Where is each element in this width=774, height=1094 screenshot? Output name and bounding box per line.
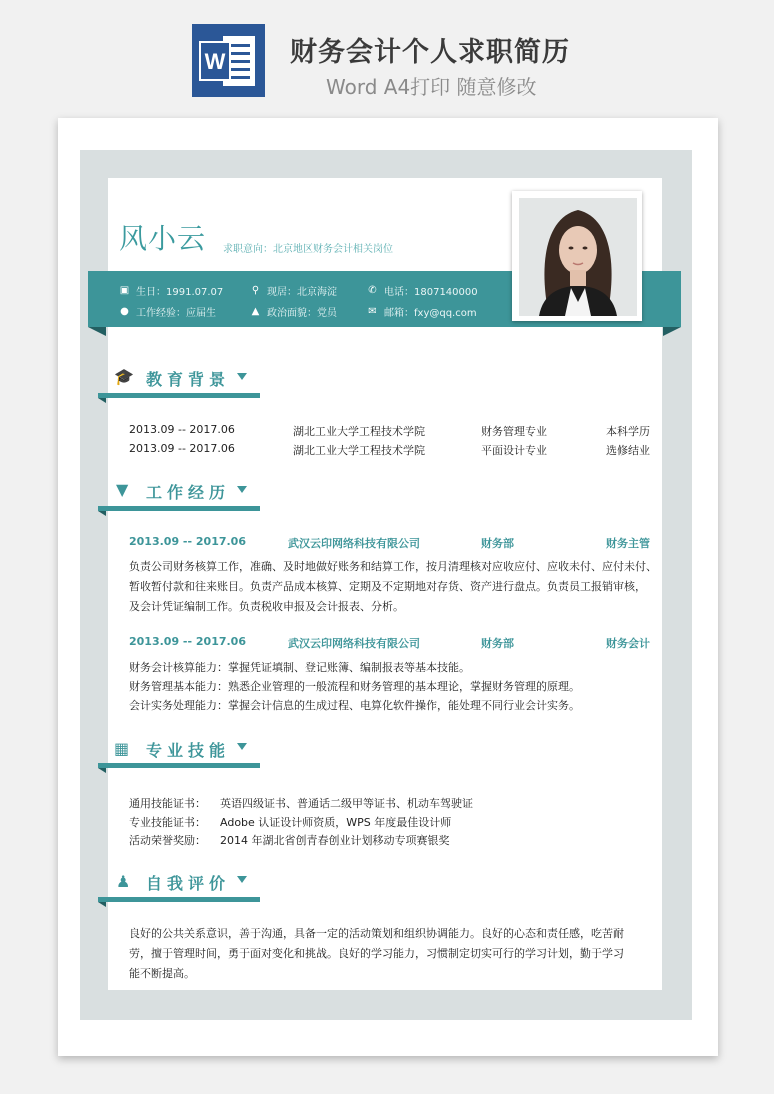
edu-school: 湖北工业大学工程技术学院	[293, 425, 425, 438]
info-experience: ● 工作经验：应届生	[120, 306, 216, 319]
skill-label: 通用技能证书：	[129, 797, 206, 810]
edu-degree: 选修结业	[606, 444, 650, 457]
tie-icon: ▼	[116, 480, 129, 499]
candidate-name: 风小云	[119, 222, 207, 255]
section-title-work: 工作经历	[146, 483, 231, 502]
edu-school: 湖北工业大学工程技术学院	[293, 444, 425, 457]
job-period: 2013.09 -- 2017.06	[129, 635, 246, 648]
job-company: 武汉云印网络科技有限公司	[288, 637, 420, 650]
section-bar-work	[98, 506, 260, 511]
graduation-cap-icon: ▲	[251, 306, 260, 317]
caret-down-icon	[237, 373, 247, 380]
section-bar-education	[98, 393, 260, 398]
banner-subtitle: Word A4打印 随意修改	[326, 75, 537, 99]
skill-label: 活动荣誉奖励：	[129, 834, 206, 847]
edu-period: 2013.09 -- 2017.06	[129, 423, 235, 436]
person-icon: ●	[120, 306, 129, 317]
job-description: 负责公司财务核算工作，准确、及时地做好账务和结算工作，按月清理核对应收应付、应收未付、应付未付、 暂收暂付款和往来账目。负责产品成本核算、定期及不定期地对存货、资产进行盘点。负责员工报销审核， 及会计凭证编制工作。负责税收申报及会计报表、分析。	[129, 560, 657, 613]
section-bar-self	[98, 897, 260, 902]
skill-value: 2014 年湖北省创青春创业计划移动专项赛银奖	[220, 834, 450, 847]
location-pin-icon: ⚲	[251, 285, 260, 296]
section-title-skills: 专业技能	[146, 741, 231, 760]
job-dept: 财务部	[481, 537, 514, 550]
skill-label: 专业技能证书：	[129, 816, 206, 829]
info-email: ✉ 邮箱：fxy@qq.com	[368, 306, 477, 319]
job-period: 2013.09 -- 2017.06	[129, 535, 246, 548]
skill-value: Adobe 认证设计师资质，WPS 年度最佳设计师	[220, 816, 452, 829]
phone-icon: ✆	[368, 285, 377, 296]
portrait-icon	[519, 198, 637, 316]
section-title-self: 自我评价	[146, 874, 231, 893]
caret-down-icon	[237, 876, 247, 883]
calendar-icon: ▣	[119, 285, 130, 296]
section-bar-skills	[98, 763, 260, 768]
edu-degree: 本科学历	[606, 425, 650, 438]
job-dept: 财务部	[481, 637, 514, 650]
banner-title: 财务会计个人求职简历	[290, 37, 570, 68]
section-title-education: 教育背景	[146, 370, 231, 389]
mail-icon: ✉	[368, 306, 377, 317]
info-birth: ▣ 生日：1991.07.07	[119, 285, 224, 298]
job-company: 武汉云印网络科技有限公司	[288, 537, 420, 550]
info-phone: ✆ 电话：1807140000	[368, 285, 478, 298]
person-icon: ♟	[116, 872, 131, 891]
windows-grid-icon: ▦	[114, 739, 130, 758]
ribbon-fold-right	[663, 327, 681, 336]
skill-value: 英语四级证书、普通话二级甲等证书、机动车驾驶证	[220, 797, 473, 810]
job-intent: 求职意向：北京地区财务会计相关岗位	[223, 244, 393, 255]
profile-photo	[519, 198, 637, 316]
job-role: 财务主管	[606, 537, 650, 550]
word-icon	[192, 24, 265, 97]
graduation-cap-icon: 🎓	[114, 367, 134, 386]
self-evaluation: 良好的公共关系意识，善于沟通，具备一定的活动策划和组织协调能力。良好的心态和责任感，吃苦耐 劳，擅于管理时间，勇于面对变化和挑战。良好的学习能力，习惯制定切实可行的学习计划，勤于学习 能不断提高。	[129, 927, 624, 980]
edu-period: 2013.09 -- 2017.06	[129, 442, 235, 455]
caret-down-icon	[237, 743, 247, 750]
job-description: 财务会计核算能力：掌握凭证填制、登记账簿、编制报表等基本技能。 财务管理基本能力：熟悉企业管理的一般流程和财务管理的基本理论，掌握财务管理的原理。 会计实务处理能力：掌握会计信息的生成过程、电算化软件操作，能处理不同行业会计实务。	[129, 661, 580, 712]
top-banner	[0, 0, 774, 118]
svg-text:W: W	[204, 49, 226, 74]
edu-major: 平面设计专业	[481, 444, 547, 457]
info-politics: ▲ 政治面貌：党员	[251, 306, 337, 319]
caret-down-icon	[237, 486, 247, 493]
job-role: 财务会计	[606, 637, 650, 650]
info-location: ⚲ 现居：北京海淀	[251, 285, 337, 298]
ribbon-fold-left	[88, 327, 106, 336]
edu-major: 财务管理专业	[481, 425, 547, 438]
